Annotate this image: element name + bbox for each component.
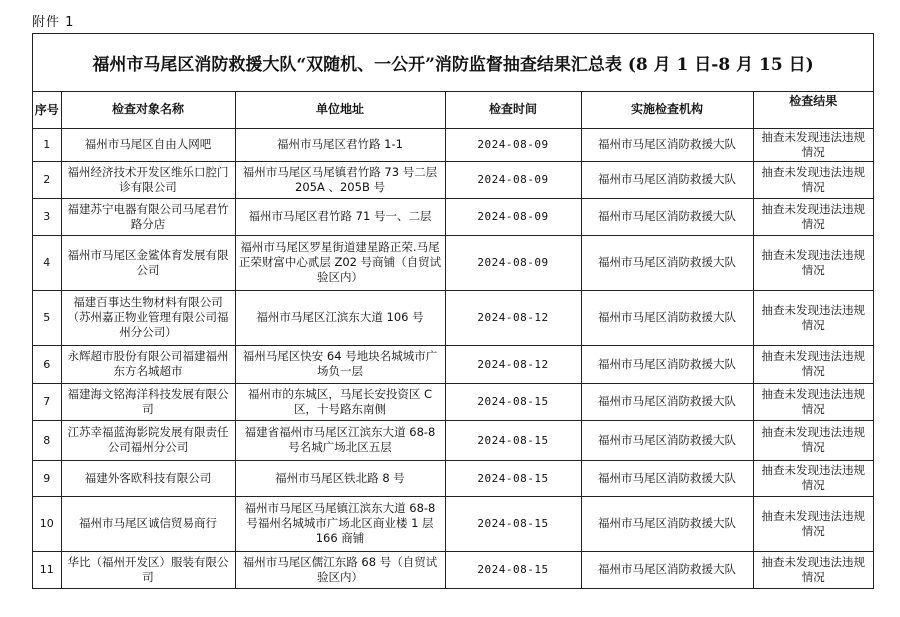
row-name: 福建苏宁电器有限公司马尾君竹路分店 <box>61 198 235 235</box>
row-name: 福州市马尾区自由人网吧 <box>61 128 235 161</box>
row-seq: 5 <box>33 290 61 345</box>
row-address: 福州市马尾区马尾镇君竹路 73 号二层 205A 、205B 号 <box>235 161 445 198</box>
row-result: 抽查未发现违法违规情况 <box>753 128 873 161</box>
row-result: 抽查未发现违法违规情况 <box>753 420 873 460</box>
row-address: 福建省福州市马尾区江滨东大道 68-8 号名城广场北区五层 <box>235 420 445 460</box>
row-result: 抽查未发现违法违规情况 <box>753 460 873 496</box>
table-row <box>33 235 873 290</box>
header-seq: 序号 <box>33 92 61 128</box>
row-date: 2024-08-15 <box>445 420 581 460</box>
row-address: 福州市马尾区铁北路 8 号 <box>235 460 445 496</box>
attachment-label: 附件 1 <box>32 15 75 30</box>
row-seq: 10 <box>33 496 61 551</box>
row-date: 2024-08-15 <box>445 551 581 588</box>
row-seq: 11 <box>33 551 61 588</box>
table-row <box>33 383 873 420</box>
row-date: 2024-08-09 <box>445 161 581 198</box>
row-date: 2024-08-09 <box>445 198 581 235</box>
row-date: 2024-08-09 <box>445 128 581 161</box>
row-name: 福州经济技术开发区维乐口腔门诊有限公司 <box>61 161 235 198</box>
row-address: 福州市马尾区罗星街道建星路正荣.马尾正荣财富中心贰层 Z02 号商铺（自贸试验区内） <box>235 235 445 290</box>
row-result: 抽查未发现违法违规情况 <box>753 383 873 420</box>
header-row <box>33 92 873 128</box>
row-agency: 福州市马尾区消防救援大队 <box>581 551 753 588</box>
row-result: 抽查未发现违法违规情况 <box>753 235 873 290</box>
row-seq: 3 <box>33 198 61 235</box>
row-agency: 福州市马尾区消防救援大队 <box>581 496 753 551</box>
header-agency: 实施检查机构 <box>581 92 753 128</box>
row-name: 永辉超市股份有限公司福建福州东方名城超市 <box>61 345 235 383</box>
header-date: 检查时间 <box>445 92 581 128</box>
table-title: 福州市马尾区消防救援大队“双随机、一公开”消防监督抽查结果汇总表 (8 月 1 日-8 月 15 日) <box>33 34 873 92</box>
row-agency: 福州市马尾区消防救援大队 <box>581 198 753 235</box>
row-address: 福州市的东城区，马尾长安投资区 C 区，十号路东南侧 <box>235 383 445 420</box>
row-name: 福建外客欧科技有限公司 <box>61 460 235 496</box>
row-result: 抽查未发现违法违规情况 <box>753 198 873 235</box>
row-seq: 7 <box>33 383 61 420</box>
row-agency: 福州市马尾区消防救援大队 <box>581 161 753 198</box>
row-address: 福州马尾区快安 64 号地块名城城市广场负一层 <box>235 345 445 383</box>
table-row <box>33 161 873 198</box>
row-seq: 4 <box>33 235 61 290</box>
row-agency: 福州市马尾区消防救援大队 <box>581 290 753 345</box>
row-name: 江苏幸福蓝海影院发展有限责任公司福州分公司 <box>61 420 235 460</box>
row-seq: 9 <box>33 460 61 496</box>
row-date: 2024-08-15 <box>445 496 581 551</box>
row-address: 福州市马尾区马尾镇江滨东大道 68-8 号福州名城城市广场北区商业楼 1 层 166 商铺 <box>235 496 445 551</box>
row-result: 抽查未发现违法违规情况 <box>753 496 873 551</box>
table-row <box>33 290 873 345</box>
row-agency: 福州市马尾区消防救援大队 <box>581 420 753 460</box>
row-seq: 8 <box>33 420 61 460</box>
row-agency: 福州市马尾区消防救援大队 <box>581 383 753 420</box>
row-agency: 福州市马尾区消防救援大队 <box>581 235 753 290</box>
row-date: 2024-08-12 <box>445 345 581 383</box>
header-name: 检查对象名称 <box>61 92 235 128</box>
table-row <box>33 128 873 161</box>
table-row <box>33 198 873 235</box>
row-result: 抽查未发现违法违规情况 <box>753 345 873 383</box>
row-result: 抽查未发现违法违规情况 <box>753 551 873 588</box>
row-seq: 1 <box>33 128 61 161</box>
row-agency: 福州市马尾区消防救援大队 <box>581 128 753 161</box>
results-table <box>33 92 873 588</box>
header-result: 检查结果 <box>753 92 873 128</box>
table-row <box>33 345 873 383</box>
table-row <box>33 551 873 588</box>
row-seq: 2 <box>33 161 61 198</box>
row-agency: 福州市马尾区消防救援大队 <box>581 345 753 383</box>
row-name: 华比（福州开发区）服装有限公司 <box>61 551 235 588</box>
table-row <box>33 496 873 551</box>
header-address: 单位地址 <box>235 92 445 128</box>
table-row <box>33 420 873 460</box>
row-result: 抽查未发现违法违规情况 <box>753 290 873 345</box>
row-name: 福州市马尾区金鲨体育发展有限公司 <box>61 235 235 290</box>
row-date: 2024-08-15 <box>445 383 581 420</box>
row-name: 福州市马尾区诚信贸易商行 <box>61 496 235 551</box>
row-address: 福州市马尾区江滨东大道 106 号 <box>235 290 445 345</box>
row-name: 福建海文铭海洋科技发展有限公司 <box>61 383 235 420</box>
row-agency: 福州市马尾区消防救援大队 <box>581 460 753 496</box>
row-address: 福州市马尾区儒江东路 68 号（自贸试验区内） <box>235 551 445 588</box>
row-address: 福州市马尾区君竹路 1-1 <box>235 128 445 161</box>
row-seq: 6 <box>33 345 61 383</box>
row-date: 2024-08-09 <box>445 235 581 290</box>
row-date: 2024-08-12 <box>445 290 581 345</box>
results-sheet <box>32 33 874 589</box>
row-name: 福建百事达生物材料有限公司（苏州嘉正物业管理有限公司福州分公司） <box>61 290 235 345</box>
row-result: 抽查未发现违法违规情况 <box>753 161 873 198</box>
row-date: 2024-08-15 <box>445 460 581 496</box>
table-row <box>33 460 873 496</box>
row-address: 福州市马尾区君竹路 71 号一、二层 <box>235 198 445 235</box>
